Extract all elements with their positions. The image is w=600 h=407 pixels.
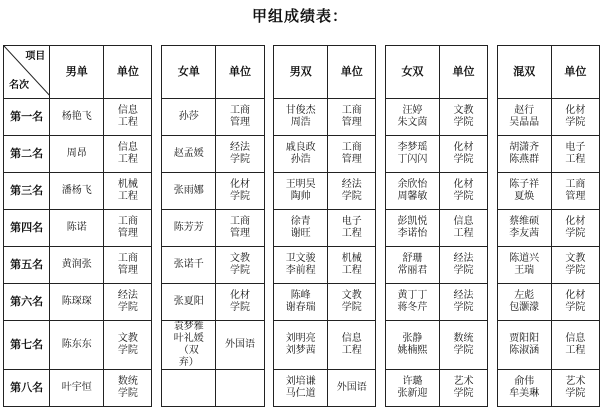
player-name: 刘培谦 马仁道: [285, 376, 316, 399]
column-gap: [376, 136, 386, 173]
column-gap: [152, 173, 162, 210]
unit-name: 工商 管理: [341, 142, 362, 165]
column-gap: [376, 210, 386, 247]
player-name: 周昂: [66, 148, 87, 159]
unit-cell: [328, 173, 376, 210]
player-name: 余欣怡 周馨敏: [397, 179, 428, 202]
table-row: [4, 173, 600, 210]
player-name-cell: [50, 321, 104, 370]
unit-cell: [439, 136, 487, 173]
column-gap: [264, 136, 274, 173]
unit-cell: [551, 247, 599, 284]
unit-header: 单位: [439, 46, 487, 99]
unit-cell: [439, 321, 487, 370]
unit-header: 单位: [104, 46, 152, 99]
player-name-cell: [162, 99, 216, 136]
player-name-cell: [162, 210, 216, 247]
header-row: [4, 46, 600, 99]
column-gap: [376, 99, 386, 136]
column-gap: [376, 321, 386, 370]
player-name-cell: [497, 210, 551, 247]
player-name-cell: [50, 99, 104, 136]
rank-cell: 第七名: [4, 321, 50, 370]
player-name: 许璐 张新迎: [397, 376, 428, 399]
column-gap: [264, 173, 274, 210]
column-gap: [152, 46, 162, 99]
unit-name: 工商 管理: [117, 253, 138, 276]
unit-name: 外国语: [336, 382, 367, 393]
unit-name: 文教 学院: [230, 253, 251, 276]
player-name: 黄润张: [61, 259, 92, 270]
column-gap: [152, 247, 162, 284]
column-gap: [488, 46, 498, 99]
player-name-cell: [385, 247, 439, 284]
unit-name: 经法 学院: [453, 253, 474, 276]
player-name: 潘杨飞: [61, 185, 92, 196]
player-name-cell: [385, 370, 439, 407]
column-gap: [488, 99, 498, 136]
unit-cell: [104, 284, 152, 321]
player-name-cell: [162, 136, 216, 173]
player-name-cell: [274, 247, 328, 284]
unit-name: 经法 学院: [453, 290, 474, 313]
player-name: 刘明亮 刘梦茜: [285, 333, 316, 356]
unit-name: 化材 学院: [565, 105, 586, 128]
table-row: [4, 99, 600, 136]
player-name: 叶宇恒: [61, 382, 92, 393]
player-name-cell: [162, 247, 216, 284]
unit-cell: [328, 247, 376, 284]
unit-name: 化材 学院: [230, 179, 251, 202]
player-name: 黄丁丁 蒋冬芹: [397, 290, 428, 313]
player-name-cell: [497, 370, 551, 407]
column-gap: [152, 99, 162, 136]
unit-cell: [104, 321, 152, 370]
player-name-cell: [497, 284, 551, 321]
column-gap: [264, 370, 274, 407]
unit-cell: [439, 247, 487, 284]
player-name-cell: [50, 370, 104, 407]
unit-name: 工商 管理: [565, 179, 586, 202]
player-name-cell: [162, 173, 216, 210]
column-gap: [376, 46, 386, 99]
player-name-cell: [274, 210, 328, 247]
column-gap: [488, 136, 498, 173]
unit-name: 化材 学院: [453, 142, 474, 165]
unit-header: 单位: [328, 46, 376, 99]
unit-name: 外国语: [225, 339, 256, 350]
unit-name: 工商 管理: [230, 216, 251, 239]
score-table: [3, 45, 600, 407]
player-name-cell: [497, 173, 551, 210]
unit-name: 数统 学院: [117, 376, 138, 399]
unit-cell: [216, 370, 264, 407]
unit-name: 艺术 学院: [565, 376, 586, 399]
unit-cell: [216, 210, 264, 247]
column-gap: [152, 210, 162, 247]
column-gap: [376, 284, 386, 321]
event-header: 女单: [162, 46, 216, 99]
unit-cell: [551, 370, 599, 407]
column-gap: [376, 370, 386, 407]
player-name-cell: [50, 284, 104, 321]
player-name-cell: [50, 136, 104, 173]
column-gap: [488, 321, 498, 370]
event-header: 混双: [497, 46, 551, 99]
rank-cell: 第二名: [4, 136, 50, 173]
player-name-cell: [162, 321, 216, 370]
unit-name: 信息 工程: [117, 105, 138, 128]
table-row: [4, 136, 600, 173]
player-name: 张静 姚楠熙: [397, 333, 428, 356]
unit-name: 经法 学院: [341, 179, 362, 202]
unit-name: 文教 学院: [341, 290, 362, 313]
unit-cell: [216, 136, 264, 173]
unit-cell: [104, 247, 152, 284]
player-name: 贾阳阳 陈淑涵: [509, 333, 540, 356]
player-name-cell: [497, 136, 551, 173]
player-name: 蔡维硕 李友茜: [509, 216, 540, 239]
unit-cell: [216, 173, 264, 210]
unit-cell: [104, 210, 152, 247]
player-name: 舒珊 常丽君: [397, 253, 428, 276]
player-name: 胡潇齐 陈燕群: [509, 142, 540, 165]
player-name: 杨艳飞: [61, 111, 92, 122]
unit-name: 经法 学院: [117, 290, 138, 313]
unit-cell: [439, 210, 487, 247]
unit-cell: [551, 210, 599, 247]
unit-header: 单位: [551, 46, 599, 99]
player-name: 汪婷 朱文茵: [397, 105, 428, 128]
column-gap: [376, 247, 386, 284]
player-name-cell: [385, 210, 439, 247]
unit-cell: [551, 173, 599, 210]
player-name-cell: [50, 247, 104, 284]
player-name-cell: [50, 173, 104, 210]
unit-name: 信息 工程: [565, 333, 586, 356]
column-gap: [152, 284, 162, 321]
unit-name: 信息 工程: [453, 216, 474, 239]
unit-name: 机械 工程: [341, 253, 362, 276]
player-name-cell: [274, 284, 328, 321]
unit-cell: [439, 370, 487, 407]
unit-name: 经法 学院: [230, 142, 251, 165]
player-name: 张夏阳: [173, 296, 204, 307]
unit-name: 化材 学院: [230, 290, 251, 313]
unit-cell: [216, 99, 264, 136]
unit-name: 化材 学院: [565, 290, 586, 313]
table-row: [4, 321, 600, 370]
unit-cell: [328, 136, 376, 173]
unit-name: 文教 学院: [453, 105, 474, 128]
table-row: [4, 210, 600, 247]
unit-cell: [216, 284, 264, 321]
page-title: 甲组成绩表：: [251, 7, 348, 25]
unit-cell: [551, 284, 599, 321]
unit-name: 数统 学院: [453, 333, 474, 356]
unit-cell: [439, 173, 487, 210]
unit-name: 化材 学院: [565, 216, 586, 239]
player-name-cell: [385, 136, 439, 173]
player-name: 张诺千: [173, 259, 204, 270]
player-name: 徐青 谢旺: [290, 216, 311, 239]
unit-name: 信息 工程: [117, 142, 138, 165]
player-name: 孙莎: [178, 111, 199, 122]
player-name-cell: [497, 321, 551, 370]
rank-cell: 第六名: [4, 284, 50, 321]
column-gap: [488, 370, 498, 407]
player-name-cell: [274, 370, 328, 407]
player-name-cell: [385, 284, 439, 321]
column-gap: [264, 321, 274, 370]
player-name-cell: [385, 321, 439, 370]
rank-cell: 第三名: [4, 173, 50, 210]
column-gap: [376, 173, 386, 210]
unit-name: 电子 工程: [341, 216, 362, 239]
unit-name: 工商 管理: [117, 216, 138, 239]
player-name-cell: [274, 136, 328, 173]
player-name-cell: [497, 99, 551, 136]
player-name: 左彪 包灏濛: [509, 290, 540, 313]
unit-cell: [104, 136, 152, 173]
table-row: [4, 370, 600, 407]
column-gap: [152, 136, 162, 173]
corner-cell: [4, 46, 50, 99]
column-gap: [264, 99, 274, 136]
player-name: 戚良政 孙浩: [285, 142, 316, 165]
player-name-cell: [274, 321, 328, 370]
column-gap: [264, 284, 274, 321]
unit-name: 艺术 学院: [453, 376, 474, 399]
column-gap: [488, 173, 498, 210]
unit-cell: [551, 136, 599, 173]
unit-name: 工商 管理: [341, 105, 362, 128]
rank-cell: 第五名: [4, 247, 50, 284]
player-name-cell: [385, 173, 439, 210]
column-gap: [264, 46, 274, 99]
unit-name: 工商 管理: [230, 105, 251, 128]
unit-cell: [104, 173, 152, 210]
unit-cell: [104, 99, 152, 136]
corner-item-label: 项目: [25, 51, 46, 62]
unit-name: 机械 工程: [117, 179, 138, 202]
event-header: 女双: [385, 46, 439, 99]
player-name-cell: [50, 210, 104, 247]
unit-cell: [328, 284, 376, 321]
unit-cell: [328, 321, 376, 370]
column-gap: [488, 284, 498, 321]
unit-cell: [439, 99, 487, 136]
player-name: 甘俊杰 周浩: [285, 105, 316, 128]
player-name: 赵孟媛: [173, 148, 204, 159]
player-name: 陈诺: [66, 222, 87, 233]
rank-cell: 第八名: [4, 370, 50, 407]
unit-cell: [551, 99, 599, 136]
player-name: 袁梦雅 叶礼媛 （双 弃）: [173, 321, 204, 368]
unit-cell: [104, 370, 152, 407]
unit-cell: [216, 247, 264, 284]
player-name: 赵行 吴晶晶: [509, 105, 540, 128]
player-name-cell: [162, 370, 216, 407]
player-name-cell: [385, 99, 439, 136]
player-name: 俞伟 牟美琳: [509, 376, 540, 399]
player-name: 陈琛琛: [61, 296, 92, 307]
player-name: 李梦瑶 丁闪闪: [397, 142, 428, 165]
player-name: 陈子祥 夏焕: [509, 179, 540, 202]
unit-name: 文教 学院: [565, 253, 586, 276]
unit-cell: [328, 99, 376, 136]
event-header: 男单: [50, 46, 104, 99]
column-gap: [264, 210, 274, 247]
player-name: 王明昊 陶帅: [285, 179, 316, 202]
player-name: 陈东东: [61, 339, 92, 350]
unit-name: 化材 学院: [453, 179, 474, 202]
column-gap: [152, 370, 162, 407]
player-name: 卫文骏 李前程: [285, 253, 316, 276]
player-name: 陈峰 谢春瑞: [285, 290, 316, 313]
unit-header: 单位: [216, 46, 264, 99]
table-row: [4, 247, 600, 284]
player-name: 陈芳芳: [173, 222, 204, 233]
player-name: 张雨娜: [173, 185, 204, 196]
column-gap: [152, 321, 162, 370]
corner-rank-label: 名次: [9, 80, 29, 91]
unit-name: 电子 工程: [565, 142, 586, 165]
player-name-cell: [274, 99, 328, 136]
player-name: 彭凯悦 李诺怡: [397, 216, 428, 239]
player-name-cell: [497, 247, 551, 284]
player-name-cell: [274, 173, 328, 210]
player-name-cell: [162, 284, 216, 321]
unit-name: 文教 学院: [117, 333, 138, 356]
table-row: [4, 284, 600, 321]
unit-cell: [551, 321, 599, 370]
unit-cell: [439, 284, 487, 321]
unit-cell: [216, 321, 264, 370]
event-header: 男双: [274, 46, 328, 99]
unit-cell: [328, 370, 376, 407]
column-gap: [488, 247, 498, 284]
unit-name: 信息 工程: [341, 333, 362, 356]
player-name: 陈道兴 王瑞: [509, 253, 540, 276]
column-gap: [488, 210, 498, 247]
rank-cell: 第一名: [4, 99, 50, 136]
unit-cell: [328, 210, 376, 247]
column-gap: [264, 247, 274, 284]
rank-cell: 第四名: [4, 210, 50, 247]
